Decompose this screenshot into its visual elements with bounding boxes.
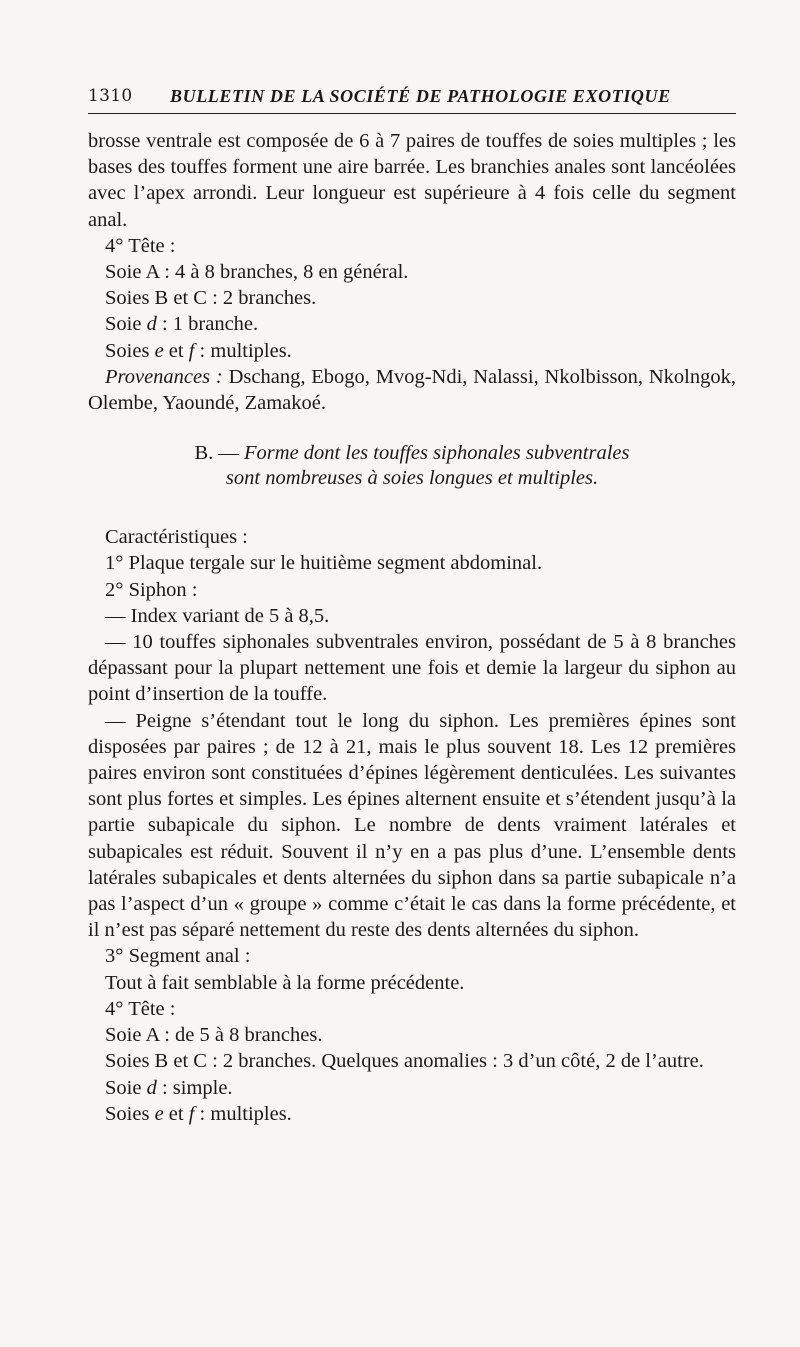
soie-d-post-b: : simple. [156, 1076, 233, 1099]
soies-ef-post-b: : multiples. [194, 1102, 292, 1125]
soies-ef-line [88, 338, 736, 364]
page-number: 1310 [88, 86, 133, 106]
running-header [88, 86, 736, 114]
soies-ef-e: e [154, 339, 164, 362]
provenances-paragraph [88, 364, 736, 416]
section-b-prefix: B. — [194, 442, 245, 465]
soies-ef-mid: et [163, 339, 189, 362]
soie-d-line-b [88, 1075, 736, 1101]
soie-d-pre-b: Soie [105, 1076, 147, 1099]
provenances-label: Provenances : [105, 365, 223, 388]
journal-title: BULLETIN DE LA SOCIÉTÉ DE PATHOLOGIE EXOTIQUE [170, 86, 671, 106]
section-b-title-line1 [88, 441, 736, 466]
soies-bc-line: Soies B et C : 2 branches. [105, 287, 317, 310]
soies-ef-e-b: e [154, 1102, 164, 1125]
provenances-text: Dschang, Ebogo, Mvog-Ndi, Nalassi, Nkolbisson, Nkolngok, Olembe, Yaoundé, Zamakoé. [88, 365, 736, 415]
tete-heading-a: 4° Tête : [105, 234, 176, 257]
soies-bc-line-b: Soies B et C : 2 branches. Quelques anomalies : 3 d’un côté, 2 de l’autre. [105, 1050, 704, 1073]
soies-ef-post: : multiples. [194, 339, 292, 362]
tete-heading-b: 4° Tête : [105, 997, 176, 1020]
soies-ef-f: f [188, 339, 195, 362]
anal-text: Tout à fait semblable à la forme précédente. [105, 971, 465, 994]
main-text [88, 128, 736, 1127]
peigne-paragraph: — Peigne s’étendant tout le long du siphon. Les premières épines sont disposées par paires ; de 12 à 21, mais le plus souvent 18. Les 12 premières paires environ sont constituées d’épines légèrement denticulées. Les suivantes sont plus fortes et simples. Les épines alternent ensuite et s’étendent jusqu’à la partie subapicale du siphon. Le nombre de dents vraiment latérales et subapicales est réduit. Souvent il n’y en a pas plus d’une. L’ensemble dents latérales subapicales et dents alternées du siphon dans sa partie subapicale n’a pas l’aspect d’un « groupe » comme c’était le cas dans la forme précédente, et il n’est pas séparé nettement du reste des dents alternées du siphon. [88, 709, 736, 942]
section-b-title-line2: sont nombreuses à soies longues et multiples. [225, 467, 599, 490]
soie-a-line: Soie A : 4 à 8 branches, 8 en général. [105, 261, 409, 284]
soies-ef-f-b: f [188, 1102, 195, 1125]
section-b-title [88, 441, 736, 491]
soies-ef-pre-b: Soies [105, 1102, 155, 1125]
item-segment-anal: 3° Segment anal : [105, 945, 251, 968]
soie-d-post: : 1 branche. [156, 313, 259, 336]
index-line: — Index variant de 5 à 8,5. [105, 604, 330, 627]
touffes-paragraph: — 10 touffes siphonales subventrales environ, possédant de 5 à 8 branches dépassant pour la plupart nettement une fois et demie la largeur du siphon au point d’insertion de la touffe. [88, 631, 736, 706]
soie-d-line [88, 311, 736, 337]
section-b-title-text1: Forme dont les touffes siphonales subventrales [244, 442, 630, 465]
paragraph-brosse: brosse ventrale est composée de 6 à 7 paires de touffes de soies multiples ; les bases des touffes forment une aire barrée. Les branchies anales sont lancéolées avec l’apex arrondi. Leur longueur est supérieure à 4 fois celle du segment anal. [88, 130, 736, 231]
item-plaque: 1° Plaque tergale sur le huitième segment abdominal. [105, 552, 543, 575]
caracteristiques-heading: Caractéristiques : [105, 526, 248, 549]
soie-d-letter: d [146, 313, 157, 336]
soie-d-letter-b: d [146, 1076, 157, 1099]
spacer [88, 491, 736, 524]
item-siphon: 2° Siphon : [105, 578, 198, 601]
soies-ef-pre: Soies [105, 339, 155, 362]
soies-ef-mid-b: et [163, 1102, 189, 1125]
soies-ef-line-b [88, 1101, 736, 1127]
soie-a-line-b: Soie A : de 5 à 8 branches. [105, 1024, 323, 1047]
soie-d-pre: Soie [105, 313, 147, 336]
